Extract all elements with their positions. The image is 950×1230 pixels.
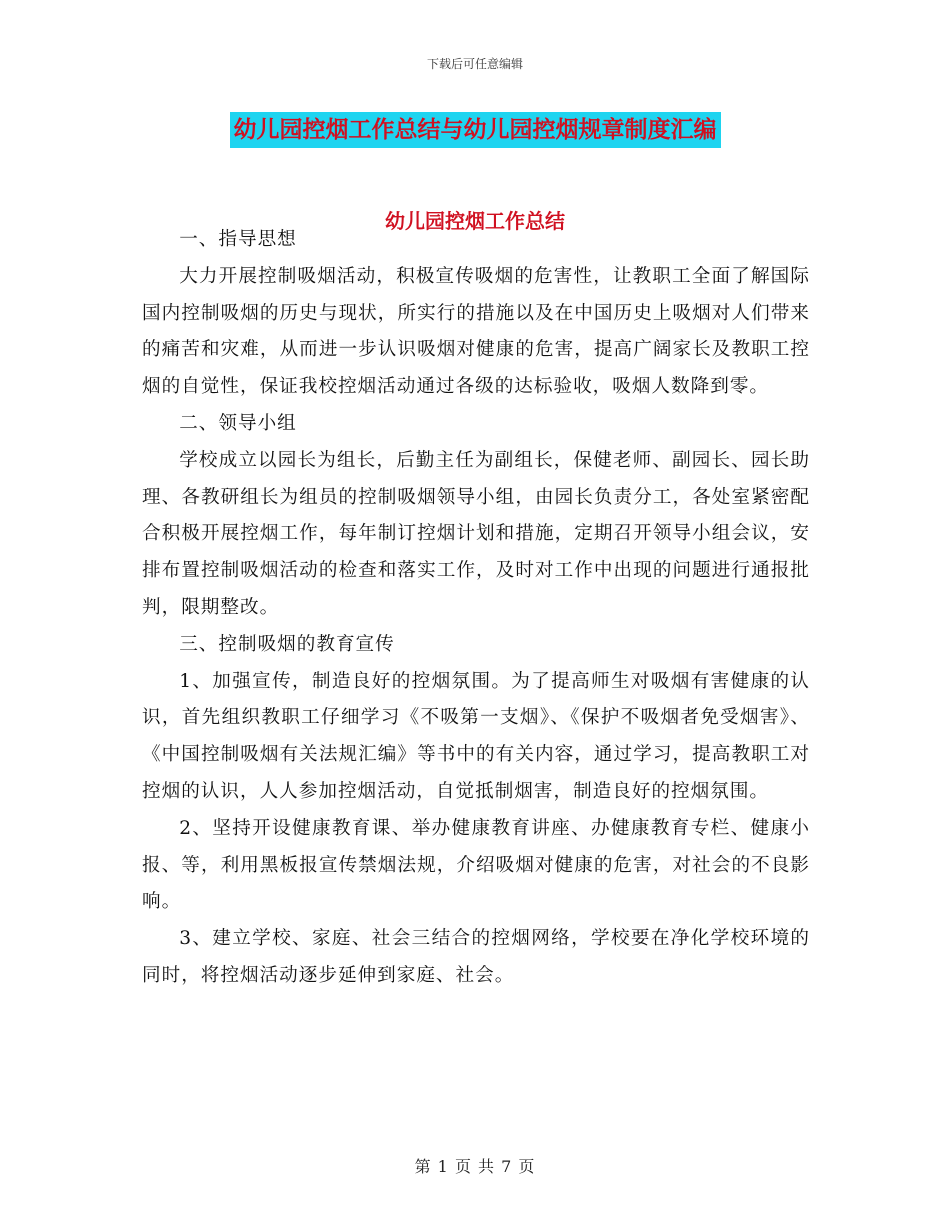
paragraph: 大力开展控制吸烟活动，积极宣传吸烟的危害性，让教职工全面了解国际国内控制吸烟的历史与现状，所实行的措施以及在中国历史上吸烟对人们带来的痛苦和灾难，从而进一步认识吸烟对健康的危害，提高广阔家长及教职工控烟的自觉性，保证我校控烟活动通过各级的达标验收，吸烟人数降到零。: [142, 265, 810, 398]
body-text: [142, 222, 810, 995]
main-title: 幼儿园控烟工作总结与幼儿园控烟规章制度汇编: [230, 112, 721, 148]
main-title-container: [0, 112, 950, 148]
section-title: 幼儿园控烟工作总结: [385, 209, 565, 233]
header-note: 下载后可任意编辑: [426, 57, 523, 71]
heading-guiding-ideology: 一、指导思想: [179, 229, 297, 250]
page-number: 第 1 页 共 7 页: [414, 1157, 536, 1176]
paragraph: 3、建立学校、家庭、社会三结合的控烟网络，学校要在净化学校环境的同时，将控烟活动逐步延伸到家庭、社会。: [142, 928, 810, 986]
paragraph: 1、加强宣传，制造良好的控烟氛围。为了提高师生对吸烟有害健康的认识，首先组织教职工仔细学习《不吸第一支烟》、《保护不吸烟者免受烟害》、《中国控制吸烟有关法规汇编》等书中的有关内容，通过学习，提高教职工对控烟的认识，人人参加控烟活动，自觉抵制烟害，制造良好的控烟氛围。: [142, 670, 810, 802]
paragraph: 2、坚持开设健康教育课、举办健康教育讲座、办健康教育专栏、健康小报、等，利用黑板报宣传禁烟法规，介绍吸烟对健康的危害，对社会的不良影响。: [142, 817, 810, 913]
heading-leadership-group: 二、领导小组: [179, 412, 297, 434]
paragraph: 学校成立以园长为组长，后勤主任为副组长，保健老师、副园长、园长助理、各教研组长为组员的控制吸烟领导小组，由园长负责分工，各处室紧密配合积极开展控烟工作，每年制订控烟计划和措施，定期召开领导小组会议，安排布置控制吸烟活动的检查和落实工作，及时对工作中出现的问题进行通报批判，限期整改。: [142, 449, 810, 618]
heading-education-publicity: 三、控制吸烟的教育宣传: [179, 633, 395, 655]
